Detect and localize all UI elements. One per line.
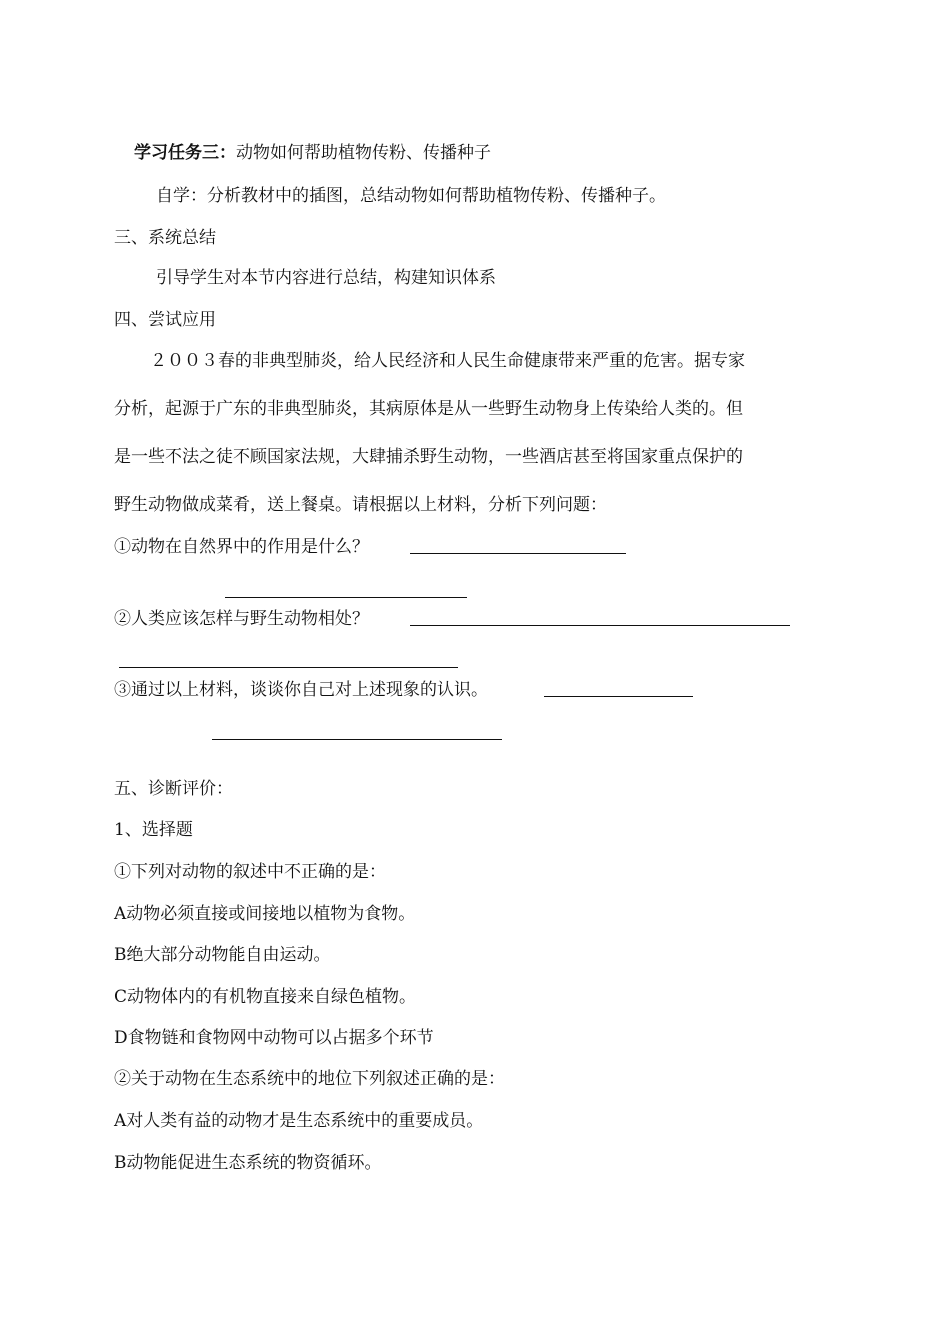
self-study-text: 自学：分析教材中的插图，总结动物如何帮助植物传粉、传播种子。 — [156, 186, 666, 206]
answer-blank-1b[interactable] — [225, 597, 467, 598]
answer-blank-2b[interactable] — [119, 667, 458, 668]
q1-option-b: B绝大部分动物能自由运动。 — [114, 945, 331, 965]
q1-option-c: C动物体内的有机物直接来自绿色植物。 — [114, 987, 417, 1007]
question-3: ③通过以上材料，谈谈你自己对上述现象的认识。 — [114, 680, 488, 700]
material-line-4: 野生动物做成菜肴，送上餐桌。请根据以上材料，分析下列问题： — [114, 495, 607, 515]
task3-heading — [134, 141, 491, 165]
choice-question-2: ②关于动物在生态系统中的地位下列叙述正确的是： — [114, 1069, 505, 1089]
answer-blank-3b[interactable] — [212, 739, 502, 740]
q2-option-b: B动物能促进生态系统的物资循环。 — [114, 1153, 382, 1173]
question-1: ①动物在自然界中的作用是什么？ — [114, 537, 369, 557]
q1-option-d: D食物链和食物网中动物可以占据多个环节 — [114, 1028, 434, 1048]
q1-option-a: A动物必须直接或间接地以植物为食物。 — [114, 904, 416, 924]
material-line-3: 是一些不法之徒不顾国家法规，大肆捕杀野生动物，一些酒店甚至将国家重点保护的 — [114, 447, 743, 467]
section3-heading: 三、系统总结 — [114, 228, 216, 248]
question-2: ②人类应该怎样与野生动物相处？ — [114, 609, 369, 629]
section5-heading: 五、诊断评价： — [114, 779, 233, 799]
task3-label: 学习任务三： — [134, 143, 236, 163]
q2-option-a: A对人类有益的动物才是生态系统中的重要成员。 — [114, 1111, 484, 1131]
section4-heading: 四、尝试应用 — [114, 310, 216, 330]
answer-blank-2a[interactable] — [410, 625, 790, 626]
section5-subheading: 1、选择题 — [114, 820, 193, 840]
task3-title: 动物如何帮助植物传粉、传播种子 — [236, 143, 491, 163]
choice-question-1: ①下列对动物的叙述中不正确的是： — [114, 862, 386, 882]
answer-blank-3a[interactable] — [544, 696, 693, 697]
material-line-1: ２００３春的非典型肺炎，给人民经济和人民生命健康带来严重的危害。据专家 — [150, 351, 745, 371]
material-line-2: 分析，起源于广东的非典型肺炎，其病原体是从一些野生动物身上传染给人类的。但 — [114, 399, 743, 419]
section3-body: 引导学生对本节内容进行总结，构建知识体系 — [156, 268, 496, 288]
answer-blank-1a[interactable] — [410, 553, 626, 554]
